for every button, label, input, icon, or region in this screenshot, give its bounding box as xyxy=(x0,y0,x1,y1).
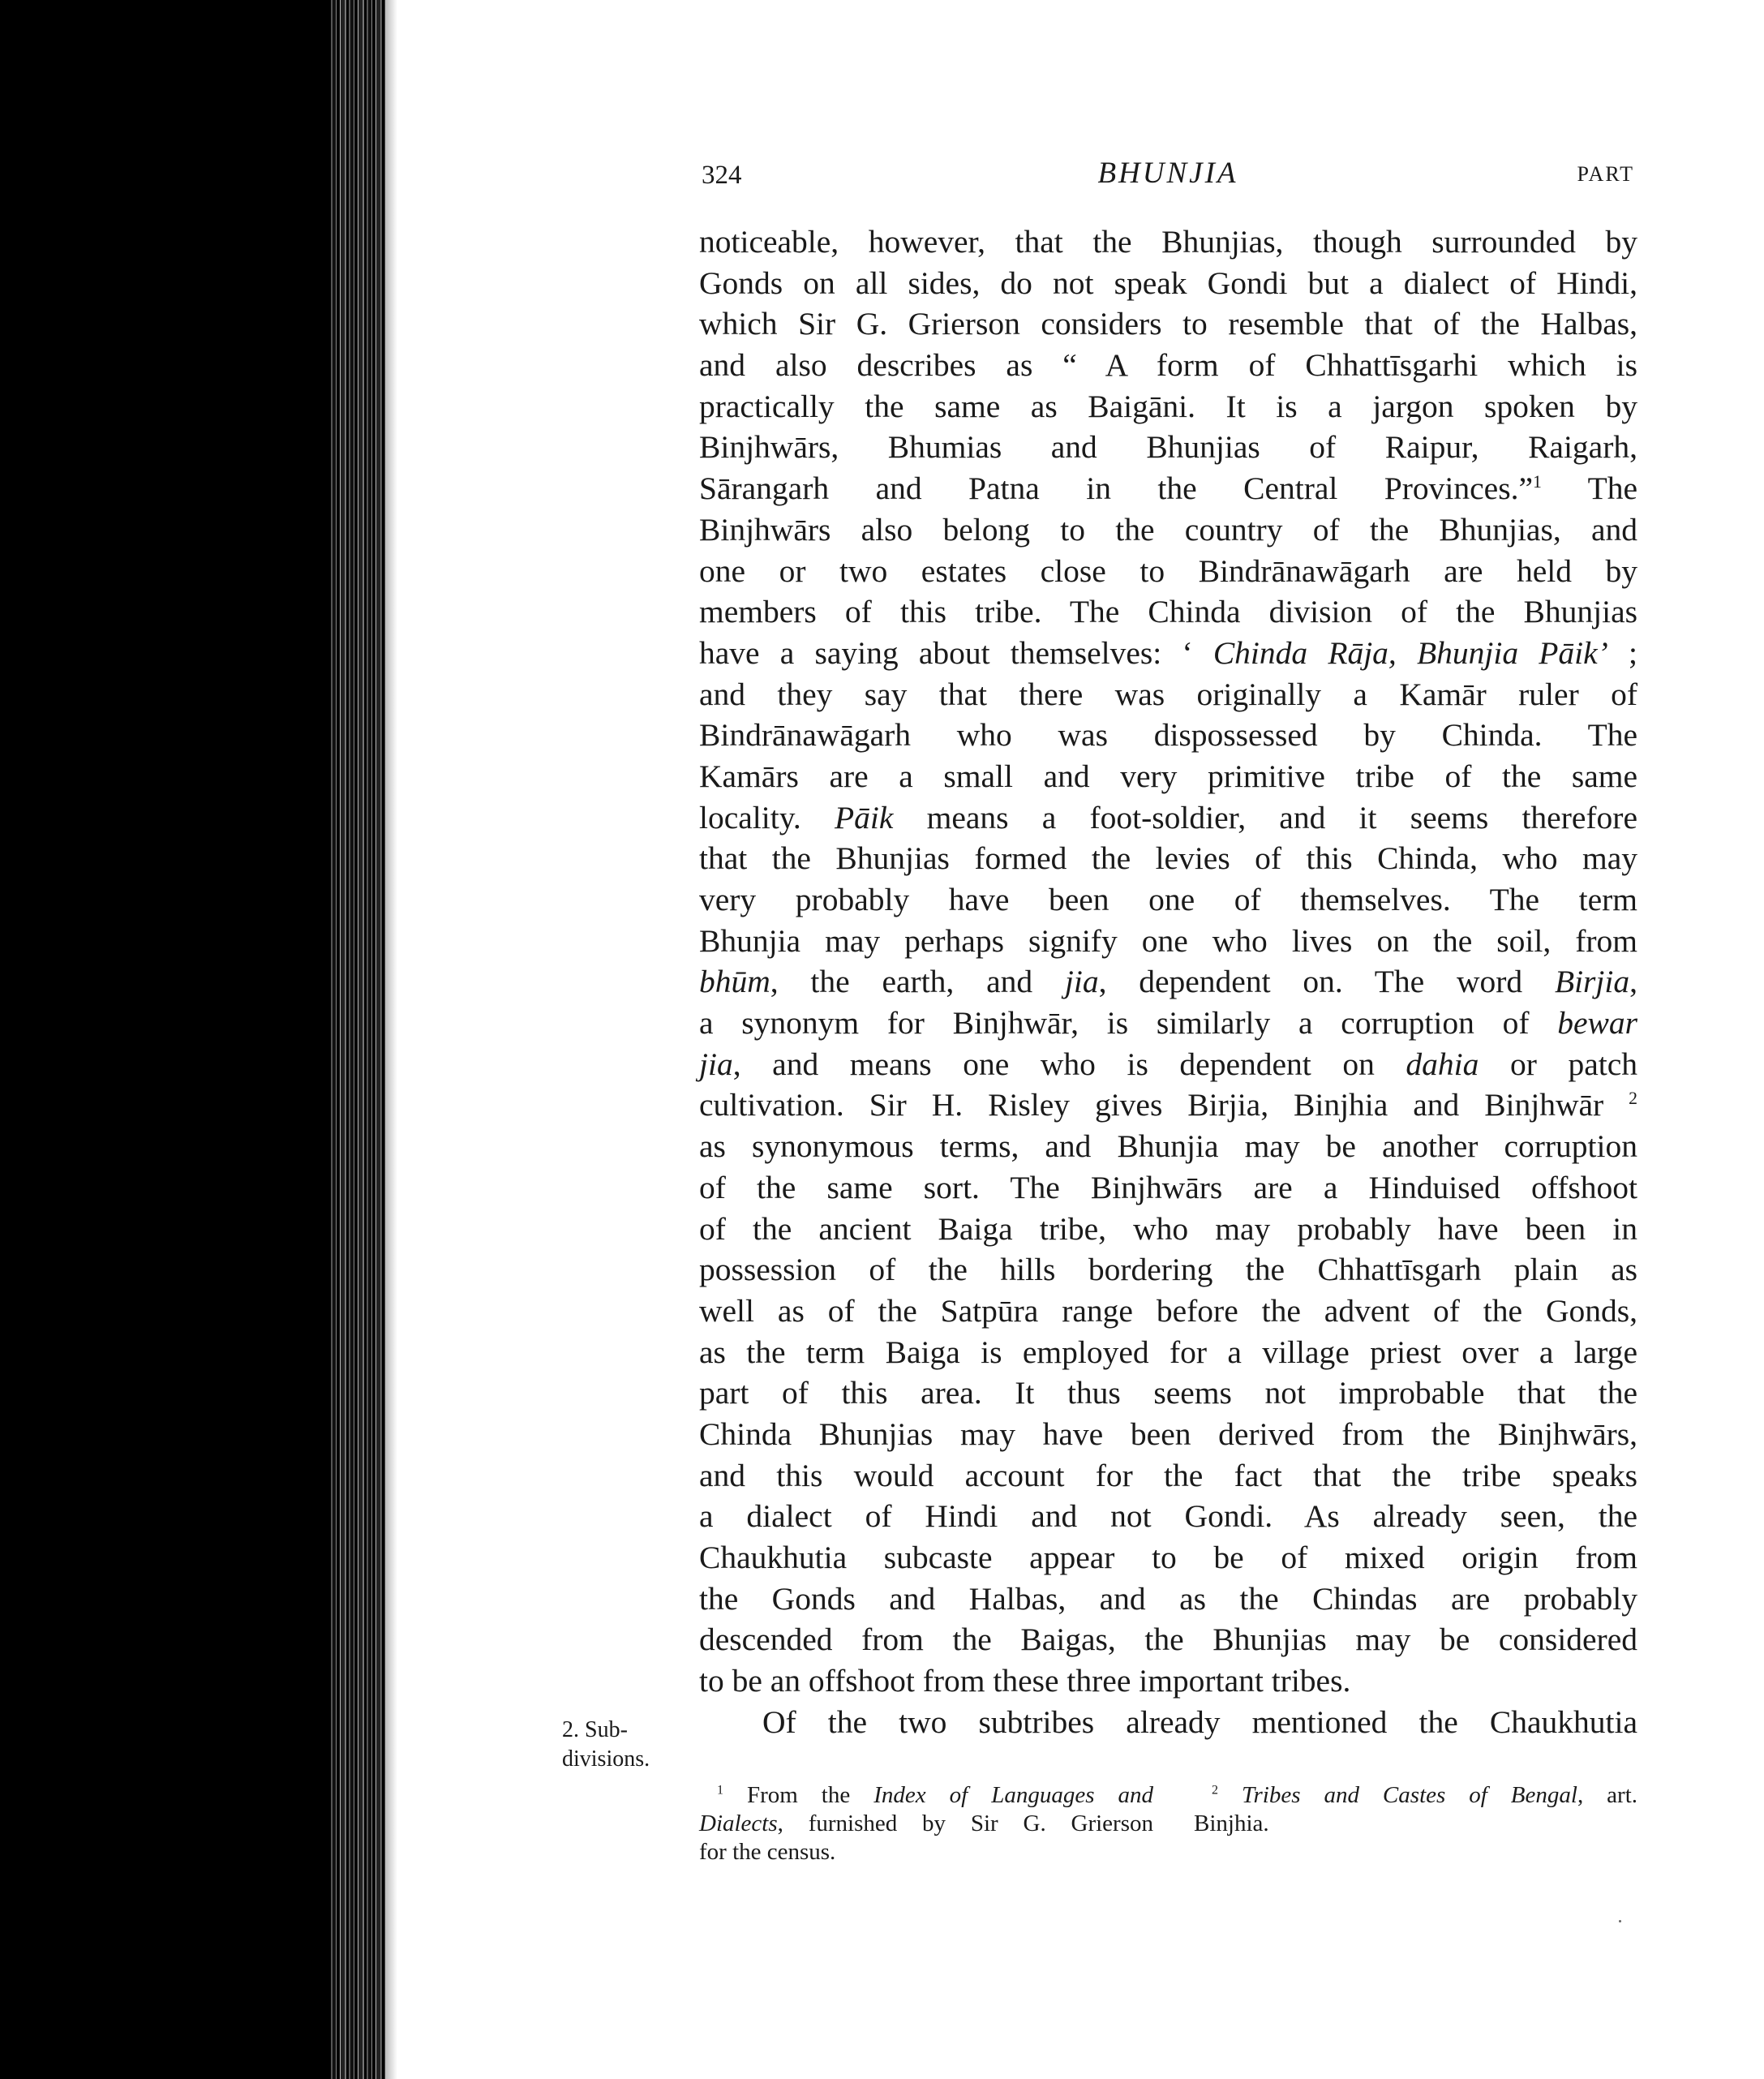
scan-binding-edge xyxy=(328,0,385,2079)
text-line: which Sir G. Grierson considers to resemble that of the Halbas, xyxy=(699,306,1637,342)
italic-term: dahia xyxy=(1406,1046,1479,1082)
text-line: Binjhwārs, Bhumias and Bhunjias of Raipur, Raigarh, xyxy=(699,429,1637,466)
scan-speck xyxy=(1619,1920,1621,1922)
text-line: as synonymous terms, and Bhunjia may be another corruption xyxy=(699,1128,1637,1165)
part-label: PART xyxy=(1577,162,1634,186)
text-line: possession of the hills bordering the Chhattīsgarh plain as xyxy=(699,1252,1637,1288)
text-line xyxy=(699,468,1637,509)
page-number: 324 xyxy=(702,161,742,190)
italic-term: Pāik xyxy=(835,799,894,835)
text-line: noticeable, however, that the Bhunjias, though surrounded by xyxy=(699,224,1637,260)
running-title: BHUNJIA xyxy=(1097,157,1238,190)
text-line: Kamārs are a small and very primitive tribe of the same xyxy=(699,758,1637,794)
text-line: Of the two subtribes already mentioned the Chaukhutia xyxy=(762,1703,1637,1740)
text-segment: , and means one who is dependent on xyxy=(732,1046,1406,1082)
footnote-line: for the census. xyxy=(699,1839,836,1865)
text-segment: , furnished by Sir G. Grierson xyxy=(777,1811,1153,1836)
text-line: a dialect of Hindi and not Gondi. As already seen, the xyxy=(699,1498,1637,1535)
text-line: Chinda Bhunjias may have been derived from the Binjhwārs, xyxy=(699,1415,1637,1452)
text-line: Bhunjia may perhaps signify one who lives on the soil, from xyxy=(699,922,1637,959)
text-line: very probably have been one of themselves. The term xyxy=(699,882,1637,917)
footnote-mark: 1 xyxy=(717,1783,723,1798)
footnote-2 xyxy=(1194,1781,1637,1838)
text-segment: ; xyxy=(1607,634,1637,671)
footnote-1 xyxy=(699,1781,1153,1866)
cited-title: Dialects xyxy=(699,1811,778,1836)
footnote-ref-2: 2 xyxy=(1629,1089,1637,1109)
text-line: of the ancient Baiga tribe, who may probably have been in xyxy=(699,1210,1637,1247)
footnote-mark: 2 xyxy=(1212,1783,1218,1798)
scan-binding-shadow xyxy=(0,0,385,2079)
footnote-line xyxy=(699,1781,1153,1810)
quoted-saying: Chinda Rāja, Bhunjia Pāik’ xyxy=(1212,634,1608,671)
footnotes xyxy=(699,1781,1637,1879)
text-line: Gonds on all sides, do not speak Gondi but a dialect of Hindi, xyxy=(699,264,1637,301)
text-line xyxy=(699,797,1637,839)
text-line: descended from the Baigas, the Bhunjias may be considered xyxy=(699,1622,1637,1658)
text-line: Chaukhutia subcaste appear to be of mixed origin from xyxy=(699,1540,1637,1575)
footnote-line: Binjhia. xyxy=(1194,1811,1269,1836)
text-line: as the term Baiga is employed for a village priest over a large xyxy=(699,1334,1637,1370)
text-line: of the same sort. The Binjhwārs are a Hinduised offshoot xyxy=(699,1169,1637,1205)
text-line: part of this area. It thus seems not improbable that the xyxy=(699,1375,1637,1411)
text-line: Bindrānawāgarh who was dispossessed by Chinda. The xyxy=(699,717,1637,754)
cited-title: Index of Languages and xyxy=(873,1782,1153,1808)
text-line: one or two estates close to Bindrānawāgarh are held by xyxy=(699,552,1637,589)
text-segment: Sārangarh and Patna in the Central Provinces.” xyxy=(699,470,1533,507)
text-line xyxy=(699,633,1637,674)
text-segment xyxy=(1218,1782,1242,1808)
footnote-line xyxy=(1194,1781,1637,1810)
text-line: to be an offshoot from these three important tribes. xyxy=(699,1663,1351,1699)
text-segment: cultivation. Sir H. Risley gives Birjia, Binjhia and Binjhwār xyxy=(699,1087,1629,1123)
running-head xyxy=(702,156,1634,198)
text-line xyxy=(699,1085,1637,1126)
scan-binding-fade xyxy=(381,0,397,2079)
cited-title: Tribes and Castes of Bengal xyxy=(1241,1782,1577,1808)
text-line: the Gonds and Halbas, and as the Chindas are probably xyxy=(699,1580,1637,1617)
text-segment: or patch xyxy=(1479,1046,1637,1082)
text-segment: , xyxy=(1629,964,1638,1000)
text-segment: a synonym for Binjhwār, is similarly a corruption of xyxy=(699,1005,1558,1042)
text-segment: locality. xyxy=(699,799,835,835)
body-text xyxy=(699,221,1637,1742)
italic-term: jia xyxy=(699,1046,733,1082)
footnote-ref-1: 1 xyxy=(1533,471,1542,492)
footnote-line xyxy=(699,1810,1153,1838)
text-line: well as of the Satpūra range before the advent of the Gonds, xyxy=(699,1292,1637,1329)
text-segment: means a foot-soldier, and it seems therefore xyxy=(893,799,1637,835)
text-line: and this would account for the fact that the tribe speaks xyxy=(699,1457,1637,1493)
margin-note-subdivisions xyxy=(562,1716,692,1774)
text-segment: , art. xyxy=(1577,1782,1637,1808)
text-line: members of this tribe. The Chinda division of the Bhunjias xyxy=(699,594,1637,630)
text-segment: The xyxy=(1541,470,1637,507)
margin-note-line: 2. Sub- xyxy=(562,1717,628,1742)
text-line: practically the same as Baigāni. It is a jargon spoken by xyxy=(699,388,1637,424)
italic-term: bhūm xyxy=(699,964,770,1000)
text-line xyxy=(699,961,1637,1003)
text-line: Binjhwārs also belong to the country of the Bhunjias, and xyxy=(699,511,1637,548)
text-line xyxy=(699,1003,1637,1044)
text-segment: , the earth, and xyxy=(770,964,1065,1000)
margin-note-line: divisions. xyxy=(562,1746,650,1772)
text-segment: , dependent on. The word xyxy=(1098,964,1555,1000)
italic-term: jia xyxy=(1064,964,1099,1000)
text-line: that the Bhunjias formed the levies of this Chinda, who may xyxy=(699,840,1637,877)
italic-term: bewar xyxy=(1557,1005,1637,1042)
text-segment: From the xyxy=(723,1782,874,1808)
text-segment: have a saying about themselves: ‘ xyxy=(699,634,1213,671)
text-line xyxy=(699,1044,1637,1085)
text-line: and also describes as “ A form of Chhattīsgarhi which is xyxy=(699,347,1637,384)
text-line: and they say that there was originally a Kamār ruler of xyxy=(699,676,1637,712)
italic-term: Birjia xyxy=(1554,964,1630,1000)
